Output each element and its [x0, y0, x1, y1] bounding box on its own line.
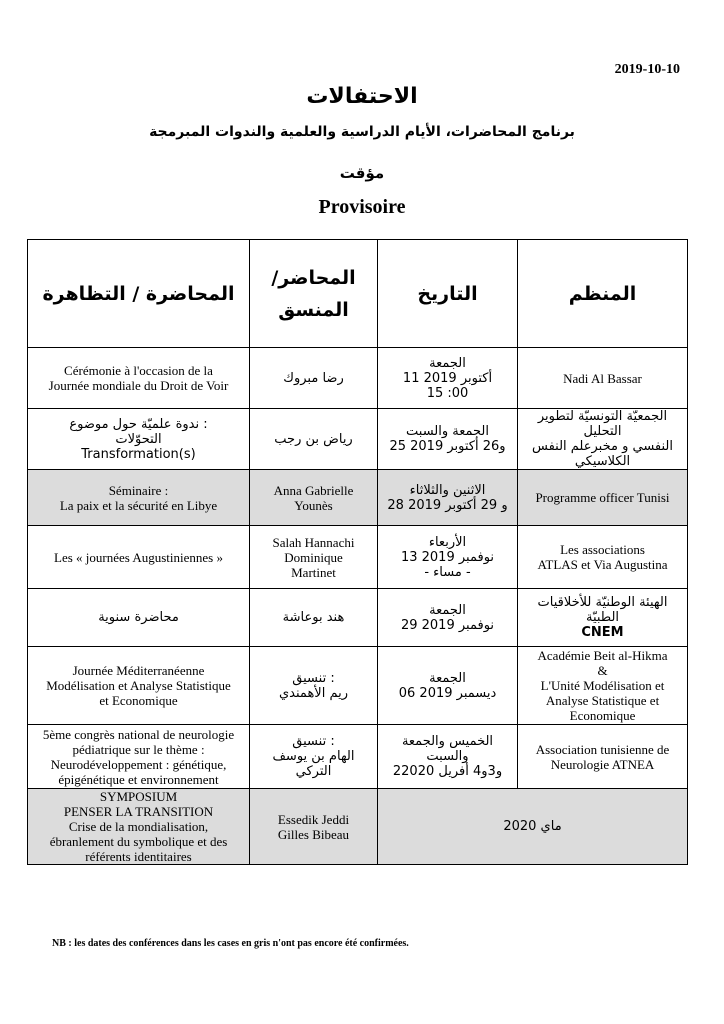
event-line: Neurodéveloppement : génétique, — [50, 756, 227, 772]
cell-date — [378, 647, 518, 725]
cell-organizer — [518, 526, 688, 589]
table-row — [28, 789, 688, 865]
table-row — [28, 348, 688, 409]
event-line: ébranlement du symbolique et des — [49, 834, 228, 849]
organizer-line: ATLAS et Via Augustina — [537, 557, 668, 572]
event-line: Modélisation et Analyse Statistique — [46, 678, 231, 693]
event-line: Transformation(s) — [81, 446, 196, 462]
date-line: 15 :00 — [426, 385, 469, 401]
cell-date — [378, 348, 518, 409]
event-line: Journée mondiale du Droit de Voir — [48, 378, 229, 393]
speaker-line: Salah Hannachi — [272, 534, 355, 550]
cell-event — [28, 470, 250, 526]
date-line: الجمعة — [429, 355, 466, 371]
cell-speaker — [250, 470, 378, 526]
organizer-line: Académie Beit al-Hikma — [537, 648, 668, 663]
cell-event — [28, 526, 250, 589]
organizer-line: Neurologie ATNEA — [550, 756, 655, 772]
speaker-line: Younès — [294, 497, 333, 513]
speaker-line: هند بوعاشة — [282, 610, 345, 625]
date-line: الأربعاء — [428, 534, 467, 550]
table-row — [28, 589, 688, 647]
organizer-line: CNEM — [581, 625, 624, 640]
cell-event — [28, 409, 250, 470]
temporary-label-fr: Provisoire — [318, 196, 406, 218]
event-line: التحوّلات — [115, 431, 162, 447]
event-line: Cérémonie à l'occasion de la — [64, 363, 213, 378]
table-header-row — [28, 240, 688, 348]
speaker-line: تنسيق : — [292, 670, 335, 686]
speaker-line: Dominique — [284, 549, 343, 565]
date-line: - مساء - — [424, 564, 471, 580]
header-date: التاريخ — [378, 240, 518, 348]
organizer-line: & — [597, 663, 608, 678]
event-line: PENSER LA TRANSITION — [63, 804, 214, 819]
event-line: épigénétique et environnement — [58, 771, 219, 787]
date-line: 06 ديسمبر 2019 — [398, 685, 497, 701]
organizer-line: الطبيّة — [585, 610, 620, 625]
footnote: NB : les dates des conférences dans les cases en gris n'ont pas encore été confirmées. — [52, 938, 409, 949]
cell-organizer — [518, 409, 688, 470]
cell-date — [378, 789, 688, 865]
cell-organizer — [518, 589, 688, 647]
date-line: 25 و26 أكتوبر 2019 — [389, 439, 506, 454]
table-row — [28, 470, 688, 526]
speaker-line: Martinet — [291, 564, 336, 580]
date-line: الخميس والجمعة والسبت — [401, 734, 494, 764]
program-table — [27, 239, 688, 865]
cell-date — [378, 526, 518, 589]
speaker-line: رياض بن رجب — [274, 431, 353, 447]
header-speaker: المحاضر/ المنسق — [250, 240, 378, 348]
date-line: الجمعة والسبت — [406, 424, 489, 439]
event-line: La paix et la sécurité en Libye — [59, 497, 218, 513]
event-line: référents identitaires — [85, 849, 192, 864]
organizer-line: Analyse Statistique et — [545, 693, 660, 708]
cell-organizer — [518, 647, 688, 725]
speaker-line: رضا مبروك — [283, 370, 344, 386]
organizer-line: Economique — [569, 708, 636, 723]
speaker-line: ريم الأهمندي — [279, 685, 348, 701]
header-event: المحاضرة / التظاهرة — [28, 240, 250, 348]
date-line: الاثنين والثلاثاء — [409, 482, 486, 498]
table-row — [28, 409, 688, 470]
event-line: Crise de la mondialisation, — [68, 819, 209, 834]
cell-speaker — [250, 789, 378, 865]
date-line: الجمعة — [429, 602, 466, 618]
event-line: Les « journées Augustiniennes » — [54, 549, 223, 565]
organizer-line: الجمعيّة التونسيّة لتطوير التحليل — [537, 409, 668, 439]
cell-organizer — [518, 348, 688, 409]
cell-speaker — [250, 409, 378, 470]
date-line: 29 نوفمبر 2019 — [400, 617, 495, 633]
table-row — [28, 725, 688, 789]
cell-event — [28, 647, 250, 725]
document-title: الاحتفالات — [306, 84, 418, 109]
document-subtitle: برنامج المحاضرات، الأيام الدراسية والعلمية والندوات المبرمجة — [149, 124, 575, 140]
event-line: et Economique — [99, 693, 178, 708]
date-line: 2و3و4 أفريل 2020 — [392, 764, 503, 779]
event-line: SYMPOSIUM — [99, 789, 178, 804]
event-line: ندوة علميّة حول موضوع : — [69, 416, 208, 432]
cell-event — [28, 789, 250, 865]
cell-date — [378, 470, 518, 526]
organizer-line: Les associations — [560, 542, 645, 557]
organizer-line: Nadi Al Bassar — [563, 370, 642, 386]
speaker-line: Anna Gabrielle — [273, 482, 354, 498]
header-organizer: المنظم — [518, 240, 688, 348]
organizer-line: Programme officer Tunisi — [535, 490, 670, 505]
cell-date — [378, 589, 518, 647]
event-line: 5ème congrès national de neurologie — [42, 726, 235, 742]
organizer-line: Association tunisienne de — [535, 741, 670, 757]
date-line: 11 أكتوبر 2019 — [402, 370, 493, 386]
event-line: Journée Méditerranéenne — [72, 663, 205, 678]
temporary-label-ar: مؤقت — [339, 164, 385, 182]
document-date: 2019-10-10 — [614, 62, 680, 77]
speaker-line: الهام بن يوسف التركي — [272, 749, 355, 779]
table-row — [28, 526, 688, 589]
date-line: ماي 2020 — [503, 819, 562, 834]
organizer-line: L'Unité Modélisation et — [540, 678, 665, 693]
cell-date — [378, 409, 518, 470]
cell-event — [28, 348, 250, 409]
cell-date — [378, 725, 518, 789]
cell-speaker — [250, 647, 378, 725]
cell-speaker — [250, 348, 378, 409]
organizer-line: النفسي و مخبرعلم النفس الكلاسيكي — [532, 439, 673, 469]
cell-organizer — [518, 725, 688, 789]
date-line: الجمعة — [429, 670, 466, 686]
cell-speaker — [250, 725, 378, 789]
speaker-line: تنسيق : — [292, 734, 335, 749]
speaker-line: Essedik Jeddi — [277, 811, 350, 827]
date-line: 28 و 29 أكتوبر 2019 — [387, 497, 508, 513]
event-line: pédiatrique sur le thème : — [72, 741, 205, 757]
organizer-line: الهيئة الوطنيّة للأخلاقيات — [537, 595, 668, 610]
cell-speaker — [250, 589, 378, 647]
cell-event — [28, 725, 250, 789]
speaker-line: Gilles Bibeau — [277, 826, 350, 842]
date-line: 13 نوفمبر 2019 — [400, 549, 495, 565]
event-line: Séminaire : — [108, 482, 169, 498]
cell-event — [28, 589, 250, 647]
cell-speaker — [250, 526, 378, 589]
table-row — [28, 647, 688, 725]
event-line: محاضرة سنوية — [98, 610, 179, 625]
cell-organizer — [518, 470, 688, 526]
